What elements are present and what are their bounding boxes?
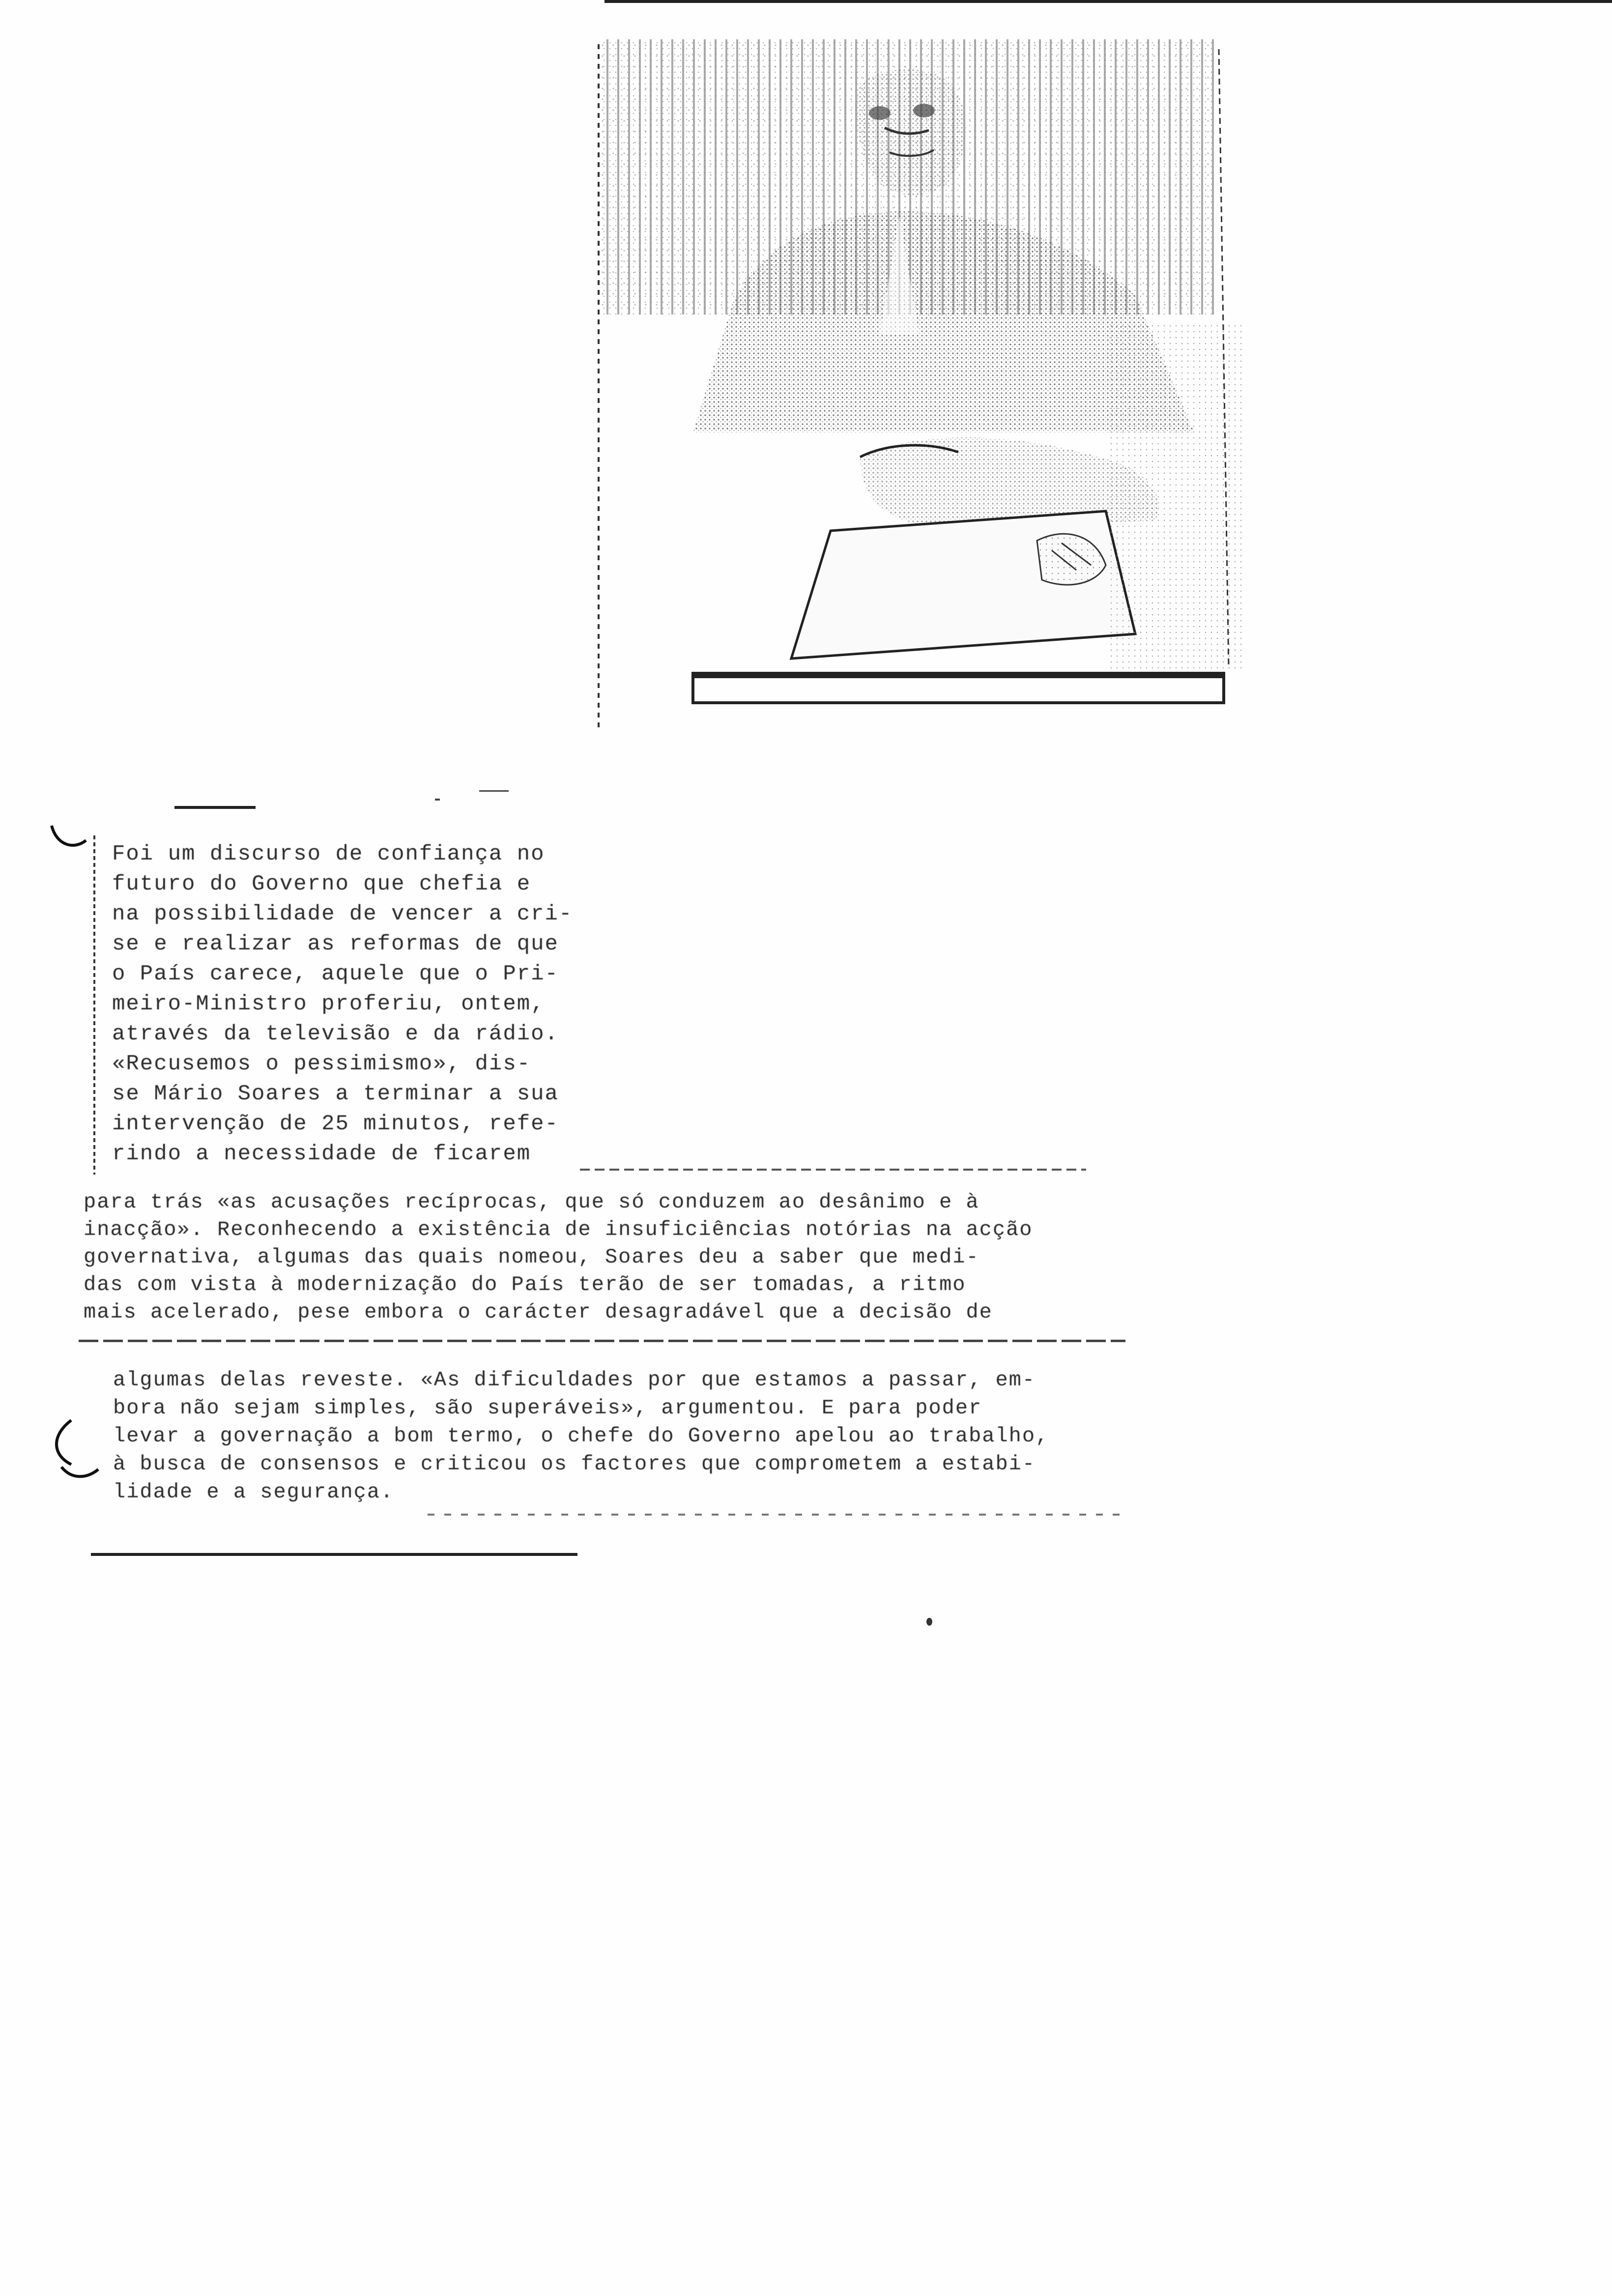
article-column	[112, 839, 579, 1169]
photo-graphic	[585, 29, 1283, 727]
short-rule	[174, 806, 256, 809]
wide-line: lidade e a segurança.	[113, 1480, 394, 1504]
bottom-rule	[91, 1553, 577, 1556]
column-line: futuro do Governo que chefia e	[112, 872, 531, 896]
wide-line: à busca de consensos e criticou os factores que comprometem a estabi-	[113, 1452, 1036, 1476]
edge-arc-graphic-2	[47, 1415, 91, 1469]
bottom-dotted-rule	[428, 1514, 1125, 1516]
column-line: o País carece, aquele que o Pri-	[112, 962, 559, 986]
ink-speck	[926, 1618, 932, 1626]
column-line: se e realizar as reformas de que	[112, 932, 559, 956]
column-line: na possibilidade de vencer a cri-	[112, 902, 573, 926]
column-left-border	[93, 835, 95, 1175]
article-wide-block-1	[84, 1188, 1086, 1326]
wide-line: governativa, algumas das quais nomeou, Soares deu a saber que medi-	[84, 1245, 979, 1269]
wide-line: algumas delas reveste. «As dificuldades por que estamos a passar, em-	[113, 1368, 1036, 1392]
block-separator-rule	[79, 1340, 1125, 1342]
column-join-rule	[580, 1169, 1086, 1171]
wide-line: levar a governação a bom termo, o chefe do Governo apelou ao trabalho,	[113, 1424, 1049, 1448]
edge-arc-graphic	[47, 816, 91, 860]
wide-line: bora não sejam simples, são superáveis», argumentou. E para poder	[113, 1396, 982, 1420]
column-line: intervenção de 25 minutos, refe-	[112, 1112, 559, 1136]
wide-line: mais acelerado, pese embora o carácter desagradável que a decisão de	[84, 1300, 993, 1324]
wide-line: inacção». Reconhecendo a existência de insuficiências notórias na acção	[84, 1218, 1033, 1241]
speck-dash-2	[479, 790, 509, 792]
speck-dash	[435, 799, 440, 801]
column-line: meiro-Ministro proferiu, ontem,	[112, 992, 545, 1016]
column-line: «Recusemos o pessimismo», dis-	[112, 1052, 531, 1076]
column-line: rindo a necessidade de ficarem	[112, 1142, 531, 1166]
edge-arc-mark-2	[47, 1415, 91, 1460]
edge-arc-mark	[47, 816, 91, 860]
column-line: Foi um discurso de confiança no	[112, 842, 545, 866]
newspaper-photo	[585, 29, 1283, 727]
wide-line: para trás «as acusações recíprocas, que só conduzem ao desânimo e à	[84, 1190, 979, 1214]
wide-line: das com vista à modernização do País terão de ser tomadas, a ritmo	[84, 1273, 966, 1296]
edge-arc-mark-3	[59, 1462, 103, 1506]
edge-arc-graphic-3	[59, 1462, 103, 1487]
article-wide-block-2	[113, 1366, 1121, 1506]
column-line: através da televisão e da rádio.	[112, 1022, 559, 1046]
column-line: se Mário Soares a terminar a sua	[112, 1082, 559, 1106]
top-rule	[604, 0, 1612, 3]
